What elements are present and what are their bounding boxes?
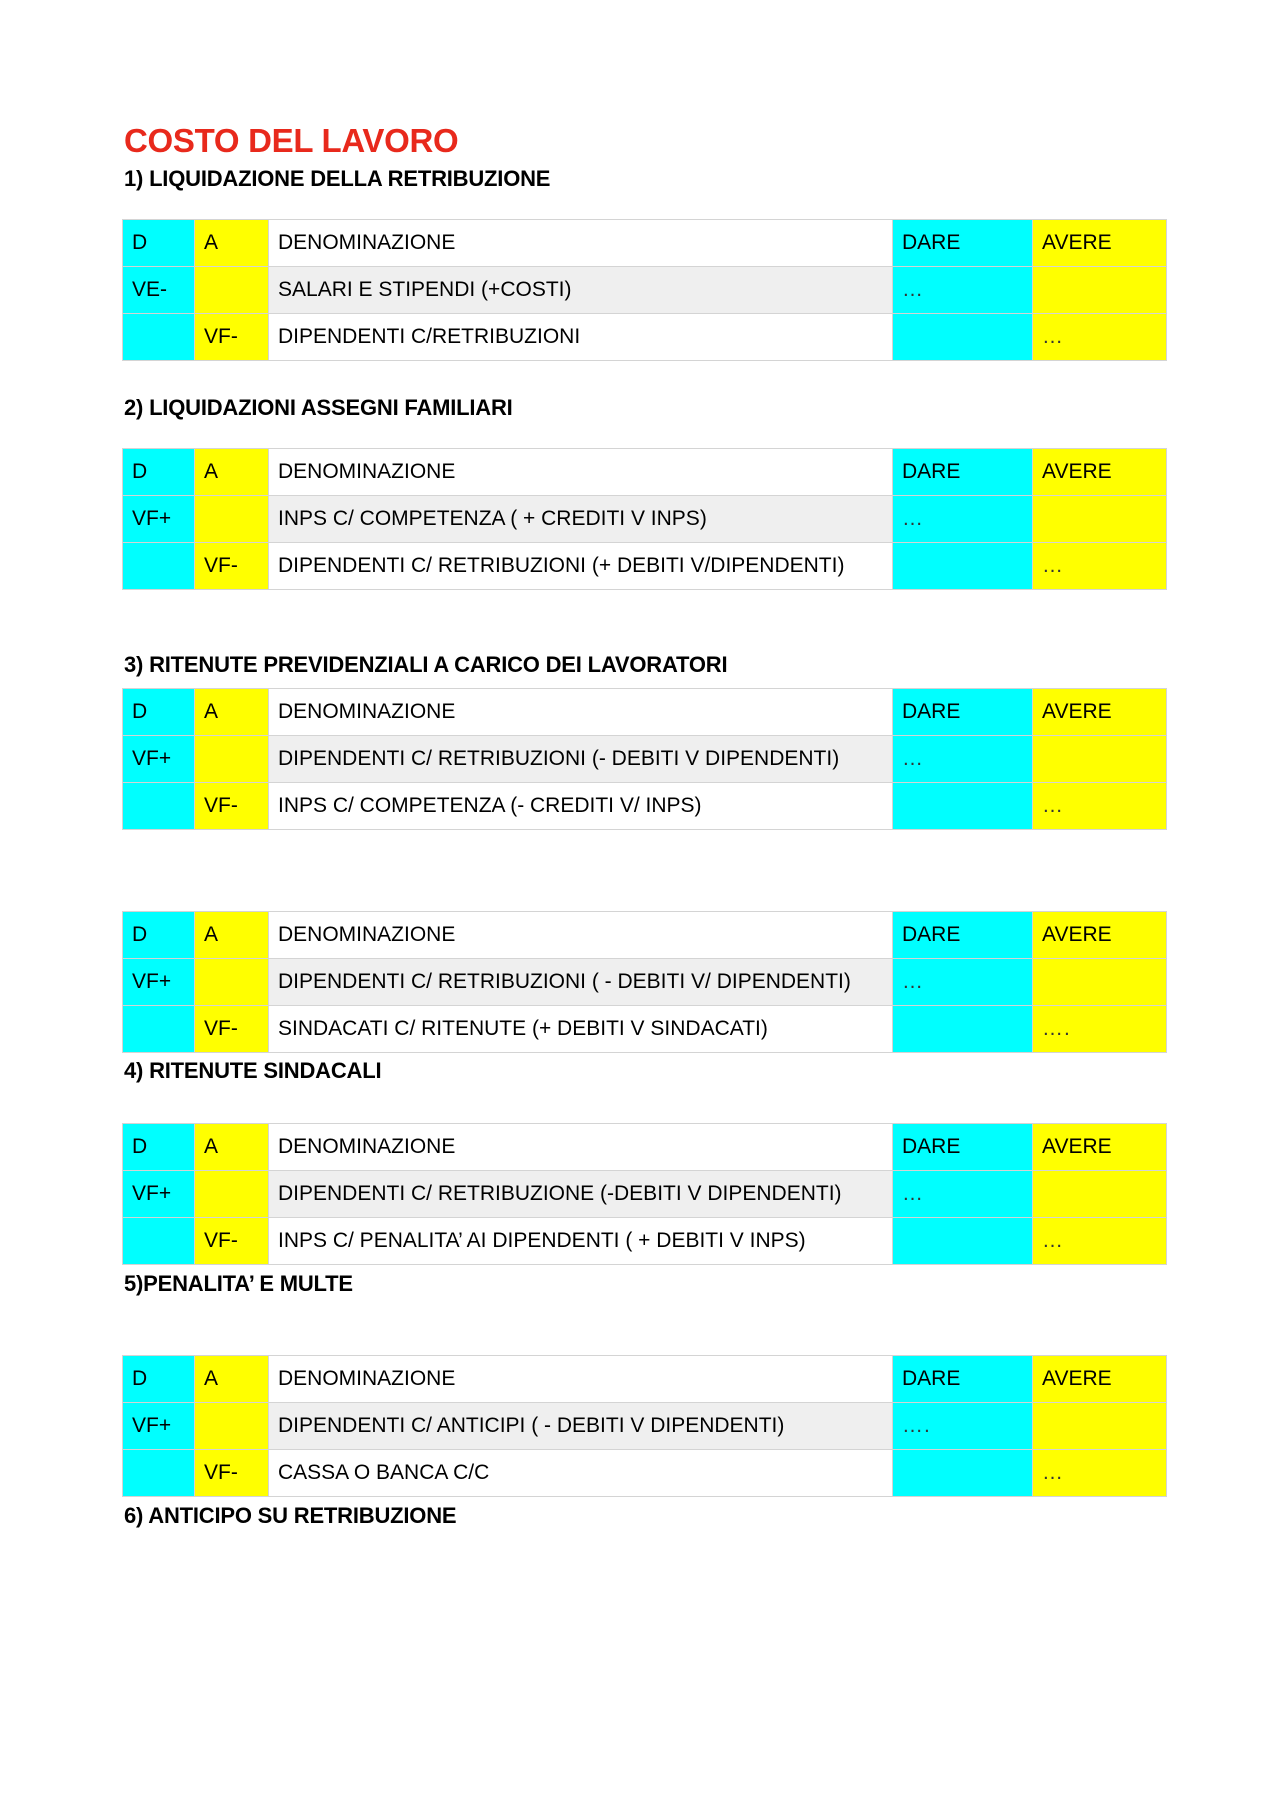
cell-denominazione: DIPENDENTI C/ RETRIBUZIONI (- DEBITI V DIPENDENTI) [269, 736, 893, 783]
table-header-row [123, 1124, 1167, 1171]
cell-a [195, 736, 269, 783]
cell-avere: … [1033, 314, 1167, 361]
table-header-row [123, 220, 1167, 267]
cell-denominazione: INPS C/ PENALITA’ AI DIPENDENTI ( + DEBITI V INPS) [269, 1218, 893, 1265]
journal-table-5 [122, 1123, 1167, 1265]
header-a: A [195, 1124, 269, 1171]
header-dare: DARE [893, 912, 1033, 959]
table-row [123, 959, 1167, 1006]
header-avere: AVERE [1033, 449, 1167, 496]
cell-avere [1033, 267, 1167, 314]
section-1-heading: 1) LIQUIDAZIONE DELLA RETRIBUZIONE [124, 166, 551, 191]
cell-avere [1033, 496, 1167, 543]
cell-dare [893, 783, 1033, 830]
table-row [123, 783, 1167, 830]
cell-d: VF+ [123, 1403, 195, 1450]
header-d: D [123, 912, 195, 959]
cell-avere [1033, 736, 1167, 783]
journal-table-6 [122, 1355, 1167, 1497]
header-avere: AVERE [1033, 689, 1167, 736]
header-denominazione: DENOMINAZIONE [269, 689, 893, 736]
cell-d: VF+ [123, 1171, 195, 1218]
cell-dare: … [893, 1171, 1033, 1218]
cell-d [123, 1450, 195, 1497]
cell-a [195, 496, 269, 543]
header-dare: DARE [893, 1124, 1033, 1171]
header-a: A [195, 689, 269, 736]
cell-dare: … [893, 736, 1033, 783]
cell-dare [893, 1006, 1033, 1053]
table-row [123, 736, 1167, 783]
cell-avere: …. [1033, 1006, 1167, 1053]
cell-denominazione: DIPENDENTI C/RETRIBUZIONI [269, 314, 893, 361]
cell-avere [1033, 1403, 1167, 1450]
journal-table-3 [122, 688, 1167, 830]
header-a: A [195, 220, 269, 267]
header-a: A [195, 449, 269, 496]
cell-dare [893, 1450, 1033, 1497]
header-avere: AVERE [1033, 1124, 1167, 1171]
header-dare: DARE [893, 1356, 1033, 1403]
section-4-heading: 4) RITENUTE SINDACALI [124, 1058, 382, 1083]
journal-table-4 [122, 911, 1167, 1053]
table-row [123, 314, 1167, 361]
table-row [123, 543, 1167, 590]
cell-avere [1033, 959, 1167, 1006]
page-title: COSTO DEL LAVORO [124, 122, 459, 159]
header-avere: AVERE [1033, 220, 1167, 267]
journal-table-2 [122, 448, 1167, 590]
table-header-row [123, 1356, 1167, 1403]
header-denominazione: DENOMINAZIONE [269, 1124, 893, 1171]
header-d: D [123, 1356, 195, 1403]
cell-dare: … [893, 496, 1033, 543]
cell-d: VF+ [123, 736, 195, 783]
section-6-heading: 6) ANTICIPO SU RETRIBUZIONE [124, 1503, 457, 1528]
cell-denominazione: DIPENDENTI C/ ANTICIPI ( - DEBITI V DIPENDENTI) [269, 1403, 893, 1450]
cell-denominazione: INPS C/ COMPETENZA ( + CREDITI V INPS) [269, 496, 893, 543]
cell-denominazione: DIPENDENTI C/ RETRIBUZIONI ( - DEBITI V/ DIPENDENTI) [269, 959, 893, 1006]
header-denominazione: DENOMINAZIONE [269, 1356, 893, 1403]
cell-d [123, 1218, 195, 1265]
cell-avere [1033, 1171, 1167, 1218]
header-d: D [123, 449, 195, 496]
cell-denominazione: DIPENDENTI C/ RETRIBUZIONI (+ DEBITI V/DIPENDENTI) [269, 543, 893, 590]
cell-d: VE- [123, 267, 195, 314]
table-header-row [123, 912, 1167, 959]
cell-a [195, 959, 269, 1006]
cell-a [195, 267, 269, 314]
header-dare: DARE [893, 689, 1033, 736]
cell-dare [893, 543, 1033, 590]
cell-a: VF- [195, 783, 269, 830]
table-row [123, 496, 1167, 543]
cell-denominazione: INPS C/ COMPETENZA (- CREDITI V/ INPS) [269, 783, 893, 830]
header-dare: DARE [893, 220, 1033, 267]
header-denominazione: DENOMINAZIONE [269, 220, 893, 267]
cell-dare: …. [893, 1403, 1033, 1450]
table-row [123, 1403, 1167, 1450]
cell-dare: … [893, 267, 1033, 314]
table-row [123, 1450, 1167, 1497]
table-row [123, 1218, 1167, 1265]
cell-avere: … [1033, 543, 1167, 590]
header-denominazione: DENOMINAZIONE [269, 912, 893, 959]
header-a: A [195, 912, 269, 959]
cell-dare [893, 1218, 1033, 1265]
cell-dare: … [893, 959, 1033, 1006]
cell-d [123, 314, 195, 361]
table-row [123, 1171, 1167, 1218]
cell-avere: … [1033, 1218, 1167, 1265]
cell-avere: … [1033, 1450, 1167, 1497]
cell-denominazione: DIPENDENTI C/ RETRIBUZIONE (-DEBITI V DIPENDENTI) [269, 1171, 893, 1218]
cell-a: VF- [195, 1450, 269, 1497]
section-2-heading: 2) LIQUIDAZIONI ASSEGNI FAMILIARI [124, 395, 513, 420]
cell-a [195, 1403, 269, 1450]
cell-avere: … [1033, 783, 1167, 830]
header-dare: DARE [893, 449, 1033, 496]
table-row [123, 267, 1167, 314]
cell-a: VF- [195, 1006, 269, 1053]
cell-denominazione: CASSA O BANCA C/C [269, 1450, 893, 1497]
cell-d: VF+ [123, 496, 195, 543]
section-5-heading: 5)PENALITA’ E MULTE [124, 1271, 353, 1296]
cell-a [195, 1171, 269, 1218]
header-avere: AVERE [1033, 1356, 1167, 1403]
cell-d [123, 783, 195, 830]
cell-a: VF- [195, 543, 269, 590]
cell-d: VF+ [123, 959, 195, 1006]
header-d: D [123, 1124, 195, 1171]
cell-dare [893, 314, 1033, 361]
table-header-row [123, 449, 1167, 496]
cell-denominazione: SALARI E STIPENDI (+COSTI) [269, 267, 893, 314]
table-header-row [123, 689, 1167, 736]
header-denominazione: DENOMINAZIONE [269, 449, 893, 496]
header-d: D [123, 220, 195, 267]
cell-denominazione: SINDACATI C/ RITENUTE (+ DEBITI V SINDACATI) [269, 1006, 893, 1053]
journal-table-1 [122, 219, 1167, 361]
header-avere: AVERE [1033, 912, 1167, 959]
section-3-heading: 3) RITENUTE PREVIDENZIALI A CARICO DEI LAVORATORI [124, 652, 728, 677]
cell-a: VF- [195, 1218, 269, 1265]
header-d: D [123, 689, 195, 736]
cell-a: VF- [195, 314, 269, 361]
header-a: A [195, 1356, 269, 1403]
cell-d [123, 543, 195, 590]
cell-d [123, 1006, 195, 1053]
table-row [123, 1006, 1167, 1053]
